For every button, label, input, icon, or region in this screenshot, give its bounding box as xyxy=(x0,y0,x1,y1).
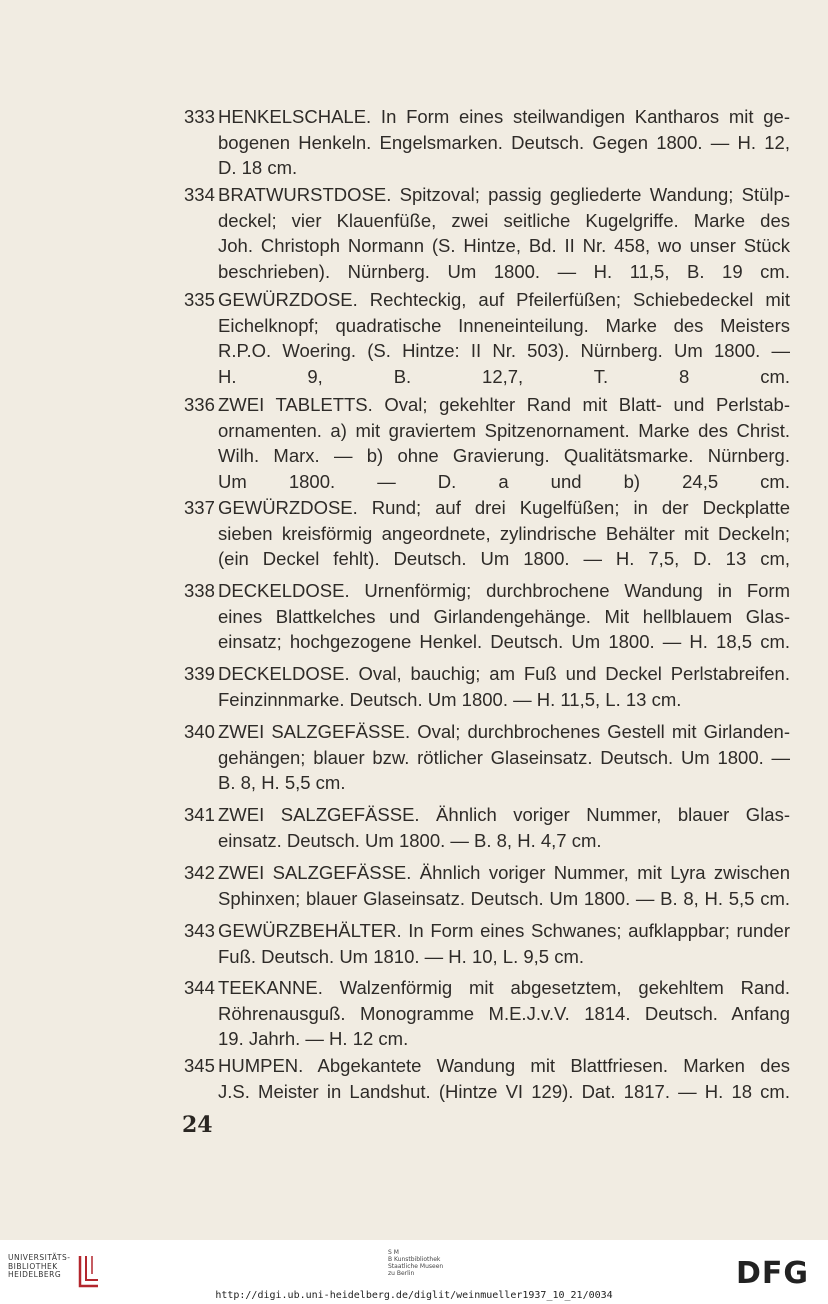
entry-line: R.P.O. Woering. (S. Hintze: II Nr. 503). Nürnberg. Um 1800. — xyxy=(218,340,790,361)
library-stamp: S M B Kunstbibliothek Staatliche Museen zu Berlin xyxy=(388,1249,444,1277)
entry-line: beschrieben). Nürnberg. Um 1800. — H. 11,5, B. 19 cm. xyxy=(218,260,790,282)
entry-number: 343 xyxy=(184,920,215,941)
entry-line: HUMPEN. Abgekantete Wandung mit Blattfriesen. Marken des xyxy=(218,1055,790,1076)
university-library-label: UNIVERSITÄTS- BIBLIOTHEK HEIDELBERG xyxy=(8,1253,71,1279)
entry-line: Feinzinnmarke. Deutsch. Um 1800. — H. 11,5, L. 13 cm. xyxy=(218,688,682,710)
entry-line: Fuß. Deutsch. Um 1810. — H. 10, L. 9,5 cm. xyxy=(218,945,585,967)
entry-number: 344 xyxy=(184,977,215,998)
entry-text xyxy=(218,1053,790,1104)
entry-text xyxy=(218,182,790,284)
catalog-entry xyxy=(184,392,790,494)
entry-line: J.S. Meister in Landshut. (Hintze VI 129). Dat. 1817. — H. 18 cm. xyxy=(218,1080,790,1102)
entry-number: 341 xyxy=(184,804,215,825)
entry-line: TEEKANNE. Walzenförmig mit abgesetztem, gekehltem Rand. xyxy=(218,977,790,998)
entry-line: ZWEI SALZGEFÄSSE. Oval; durchbrochenes Gestell mit Girlanden- xyxy=(218,721,790,742)
entry-line: einsatz. Deutsch. Um 1800. — B. 8, H. 4,7 cm. xyxy=(218,829,602,851)
dfg-logo: DFG xyxy=(736,1256,810,1291)
entry-line: ornamenten. a) mit graviertem Spitzenornament. Marke des Christ. xyxy=(218,419,790,441)
page-number: 24 xyxy=(182,1112,213,1138)
entry-number: 335 xyxy=(184,289,215,310)
entry-text xyxy=(218,104,790,181)
entry-line: GEWÜRZDOSE. Rechteckig, auf Pfeilerfüßen; Schiebedeckel mit xyxy=(218,289,790,310)
entry-number: 333 xyxy=(184,106,215,127)
entry-line: 19. Jahrh. — H. 12 cm. xyxy=(218,1028,409,1049)
entry-line: eines Blattkelches und Girlandengehänge. Mit hellblauem Glas- xyxy=(218,605,790,627)
entry-line: D. 18 cm. xyxy=(218,157,298,178)
catalog-entry xyxy=(184,719,790,796)
entry-line: DECKELDOSE. Oval, bauchig; am Fuß und Deckel Perlstabreifen. xyxy=(218,663,790,684)
entry-number: 334 xyxy=(184,184,215,205)
entry-text xyxy=(218,860,790,911)
catalog-entry xyxy=(184,661,790,712)
entry-line: HENKELSCHALE. In Form eines steilwandigen Kantharos mit ge- xyxy=(218,106,790,127)
entry-line: B. 8, H. 5,5 cm. xyxy=(218,772,346,793)
entry-number: 337 xyxy=(184,497,215,518)
catalog-entry xyxy=(184,860,790,911)
entry-text xyxy=(218,719,790,796)
entry-line: Eichelknopf; quadratische Inneneinteilung. Marke des Meisters xyxy=(218,314,790,336)
entry-line: Sphinxen; blauer Glaseinsatz. Deutsch. Um 1800. — B. 8, H. 5,5 cm. xyxy=(218,887,790,909)
entry-line: ZWEI SALZGEFÄSSE. Ähnlich voriger Nummer, mit Lyra zwischen xyxy=(218,862,790,883)
entry-number: 338 xyxy=(184,580,215,601)
catalog-entry xyxy=(184,578,790,655)
catalog-entry xyxy=(184,918,790,969)
entry-line: ZWEI TABLETTS. Oval; gekehlter Rand mit Blatt- und Perlstab- xyxy=(218,394,790,415)
entry-line: ZWEI SALZGEFÄSSE. Ähnlich voriger Nummer, blauer Glas- xyxy=(218,804,790,825)
entry-line: deckel; vier Klauenfüße, zwei seitliche Kugelgriffe. Marke des xyxy=(218,209,790,231)
entry-text xyxy=(218,578,790,655)
entry-line: gehängen; blauer bzw. rötlicher Glaseinsatz. Deutsch. Um 1800. — xyxy=(218,746,790,768)
catalog-entry xyxy=(184,975,790,1052)
entry-number: 339 xyxy=(184,663,215,684)
catalog-entry xyxy=(184,802,790,853)
entry-line: Um 1800. — D. a und b) 24,5 cm. xyxy=(218,470,790,492)
catalog-entry xyxy=(184,104,790,181)
university-logo-icon xyxy=(76,1252,102,1290)
entry-text xyxy=(218,918,790,969)
entry-line: DECKELDOSE. Urnenförmig; durchbrochene Wandung in Form xyxy=(218,580,790,601)
entry-line: sieben kreisförmig angeordnete, zylindrische Behälter mit Deckeln; xyxy=(218,522,790,544)
entry-line: (ein Deckel fehlt). Deutsch. Um 1800. — H. 7,5, D. 13 cm, xyxy=(218,548,790,569)
entry-line: H. 9, B. 12,7, T. 8 cm. xyxy=(218,365,790,387)
entry-line: Joh. Christoph Normann (S. Hintze, Bd. II Nr. 458, wo unser Stück xyxy=(218,235,790,256)
entry-line: bogenen Henkeln. Engelsmarken. Deutsch. Gegen 1800. — H. 12, xyxy=(218,131,790,153)
entry-text xyxy=(218,495,790,572)
entry-text xyxy=(218,392,790,494)
entry-text xyxy=(218,287,790,389)
entry-text xyxy=(218,661,790,712)
entry-number: 345 xyxy=(184,1055,215,1076)
entry-text xyxy=(218,802,790,853)
entry-line: GEWÜRZBEHÄLTER. In Form eines Schwanes; aufklappbar; runder xyxy=(218,920,790,941)
catalog-entry xyxy=(184,495,790,572)
catalog-entry xyxy=(184,182,790,284)
catalog-entry xyxy=(184,287,790,389)
entry-line: GEWÜRZDOSE. Rund; auf drei Kugelfüßen; in der Deckplatte xyxy=(218,497,790,518)
entry-number: 336 xyxy=(184,394,215,415)
catalog-entry xyxy=(184,1053,790,1104)
entry-line: Wilh. Marx. — b) ohne Gravierung. Qualitätsmarke. Nürnberg. xyxy=(218,445,790,466)
entry-line: BRATWURSTDOSE. Spitzoval; passig gegliederte Wandung; Stülp- xyxy=(218,184,790,205)
entry-text xyxy=(218,975,790,1052)
entry-line: einsatz; hochgezogene Henkel. Deutsch. Um 1800. — H. 18,5 cm. xyxy=(218,631,790,652)
entry-number: 340 xyxy=(184,721,215,742)
source-url-link[interactable]: http://digi.ub.uni-heidelberg.de/diglit/weinmueller1937_10_21/0034 xyxy=(215,1290,613,1301)
entry-line: Röhrenausguß. Monogramme M.E.J.v.V. 1814. Deutsch. Anfang xyxy=(218,1002,790,1024)
entry-number: 342 xyxy=(184,862,215,883)
